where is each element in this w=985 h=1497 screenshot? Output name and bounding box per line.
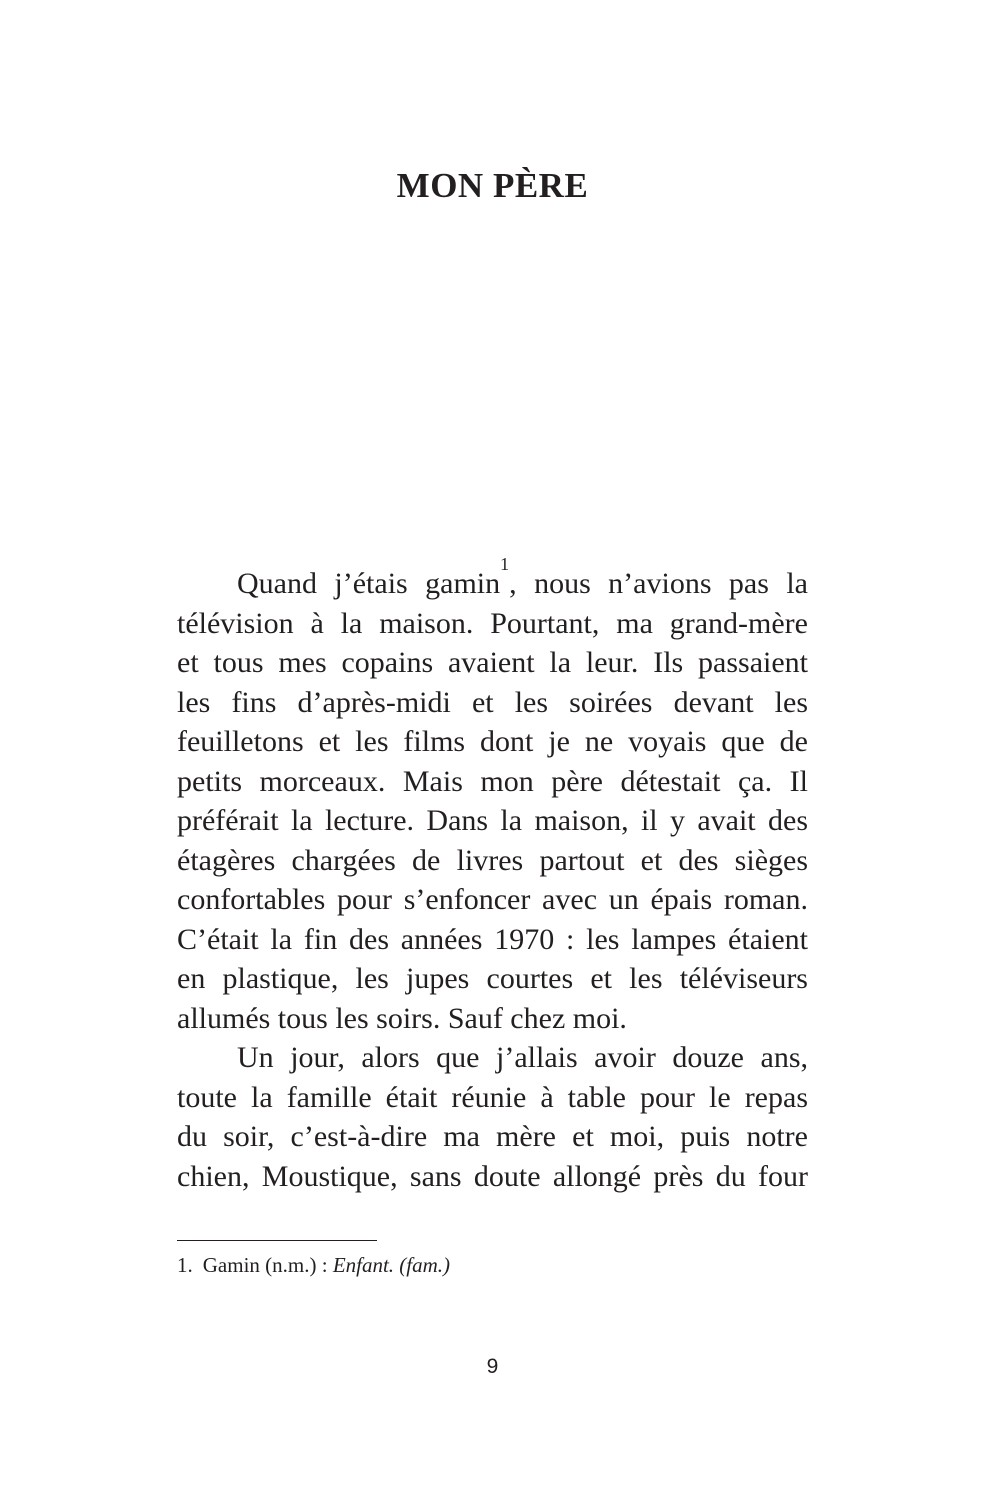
text-line: feuilletons et les films dont je ne voyais que de xyxy=(177,725,808,758)
text-line: en plastique, les jupes courtes et les téléviseurs xyxy=(177,962,808,995)
text-line: télévision à la maison. Pourtant, ma grand-mère xyxy=(177,606,808,640)
page-number: 9 xyxy=(486,1355,499,1378)
footnote xyxy=(177,1252,450,1278)
footnote-reference[interactable]: 1 xyxy=(500,554,510,574)
footnote-term: Gamin (n.m.) : xyxy=(202,1253,328,1277)
footnote-number: 1. xyxy=(177,1253,193,1277)
body-text xyxy=(177,554,808,1196)
text-line: Un jour, alors que j’allais avoir douze ans, xyxy=(237,1041,808,1074)
text-line: C’était la fin des années 1970 : les lampes étaient xyxy=(177,922,808,956)
text-line-start: Quand j’étais gamin xyxy=(237,567,501,600)
text-line: chien, Moustique, sans doute allongé près du four xyxy=(177,1159,808,1193)
text-line: allumés tous les soirs. Sauf chez moi. xyxy=(177,1001,627,1035)
text-line: du soir, c’est-à-dire ma mère et moi, puis notre xyxy=(177,1120,808,1153)
footnote-definition: Enfant. (fam.) xyxy=(332,1253,451,1277)
text-line-end: , nous n’avions pas la xyxy=(509,567,808,600)
text-line: les fins d’après-midi et les soirées devant les xyxy=(177,685,808,719)
text-line: préférait la lecture. Dans la maison, il y avait des xyxy=(177,804,808,837)
text-line: confortables pour s’enfoncer avec un épais roman. xyxy=(177,883,808,916)
text-line: toute la famille était réunie à table pour le repas xyxy=(177,1080,808,1114)
text-line xyxy=(177,554,808,604)
text-line: étagères chargées de livres partout et des sièges xyxy=(177,843,808,877)
chapter-title: MON PÈRE xyxy=(396,166,589,205)
footnote-divider xyxy=(177,1240,377,1241)
text-line: petits morceaux. Mais mon père détestait ça. Il xyxy=(177,764,808,798)
text-line: et tous mes copains avaient la leur. Ils passaient xyxy=(177,646,808,679)
